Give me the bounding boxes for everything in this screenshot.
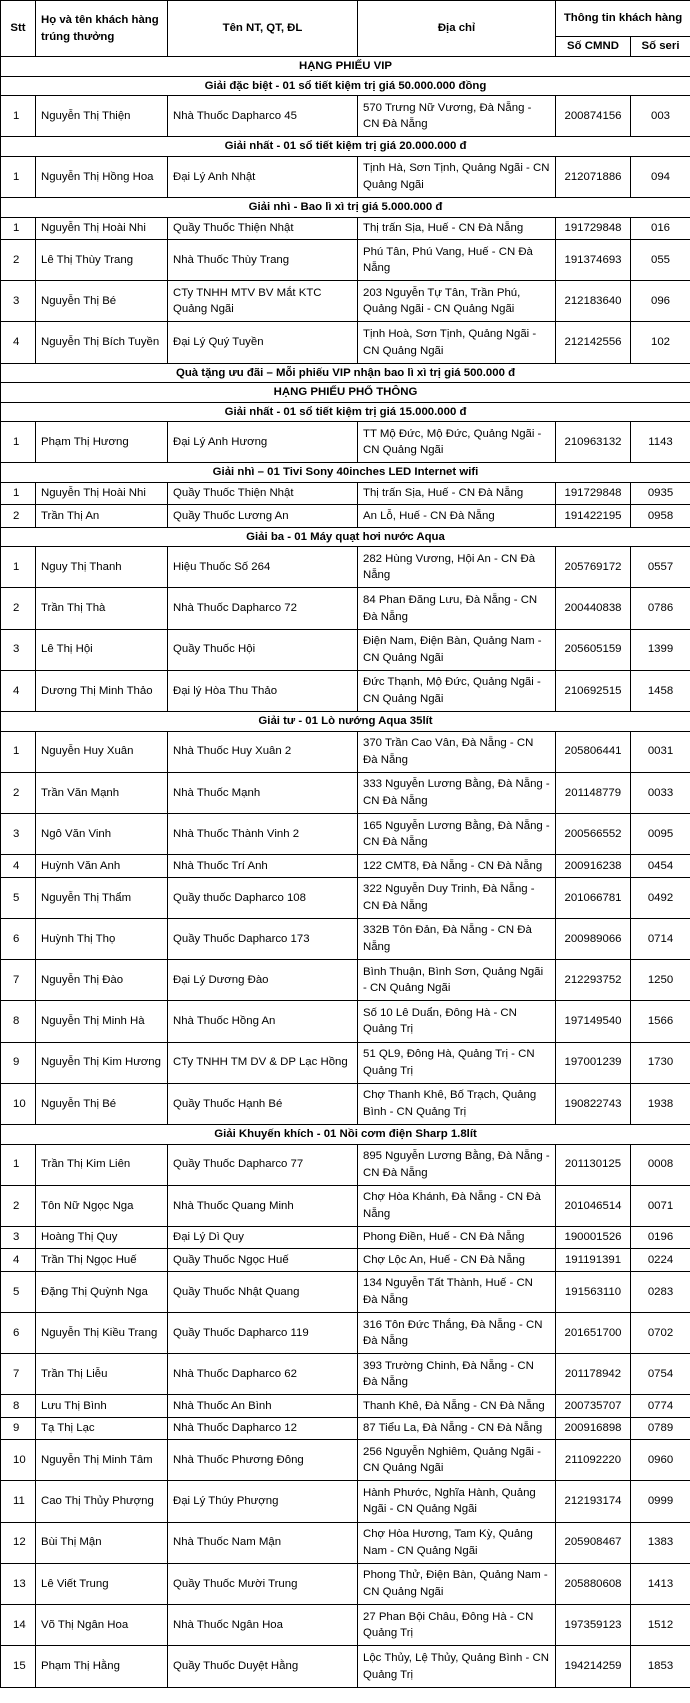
- address-cell: 165 Nguyễn Lương Bằng, Đà Nẵng - CN Đà Nẵng: [358, 814, 556, 855]
- serial-cell: 0557: [631, 547, 690, 588]
- serial-cell: 0031: [631, 731, 690, 772]
- pharmacy-cell: Quầy thuốc Dapharco 108: [168, 877, 358, 918]
- serial-cell: 094: [631, 156, 690, 197]
- address-cell: 87 Tiểu La, Đà Nẵng - CN Đà Nẵng: [358, 1417, 556, 1439]
- table-row: [1, 547, 690, 588]
- address-cell: 332B Tôn Đản, Đà Nẵng - CN Đà Nẵng: [358, 918, 556, 959]
- table-row: [1, 322, 690, 363]
- table-row: [1, 855, 690, 877]
- table-row: [1, 588, 690, 629]
- stt-cell: 7: [1, 960, 36, 1001]
- tier-title-row: [1, 383, 690, 403]
- address-cell: Phong Điền, Huế - CN Đà Nẵng: [358, 1227, 556, 1249]
- stt-cell: 1: [1, 217, 36, 239]
- address-cell: 895 Nguyễn Lương Bằng, Đà Nẵng - CN Đà Nẵng: [358, 1144, 556, 1185]
- stt-cell: 8: [1, 1395, 36, 1417]
- serial-cell: 0714: [631, 918, 690, 959]
- stt-cell: 10: [1, 1083, 36, 1124]
- address-cell: Chợ Lộc An, Huế - CN Đà Nẵng: [358, 1249, 556, 1271]
- id-number-cell: 212193174: [556, 1481, 631, 1522]
- customer-name-cell: Trần Văn Mạnh: [36, 772, 168, 813]
- id-number-cell: 205806441: [556, 731, 631, 772]
- pharmacy-cell: Quầy Thuốc Nhật Quang: [168, 1271, 358, 1312]
- stt-cell: 3: [1, 814, 36, 855]
- table-row: [1, 918, 690, 959]
- serial-cell: 1383: [631, 1522, 690, 1563]
- serial-cell: 0033: [631, 772, 690, 813]
- table-row: [1, 482, 690, 504]
- stt-cell: 5: [1, 1271, 36, 1312]
- prize-heading: Giải nhì – 01 Tivi Sony 40inches LED Internet wifi: [1, 463, 690, 483]
- address-cell: Điện Nam, Điện Bàn, Quảng Nam - CN Quảng Ngãi: [358, 629, 556, 670]
- customer-name-cell: Ngô Văn Vinh: [36, 814, 168, 855]
- table-header: [1, 1, 690, 57]
- table-row: [1, 731, 690, 772]
- prize-heading-row: [1, 527, 690, 547]
- serial-cell: 1938: [631, 1083, 690, 1124]
- stt-cell: 1: [1, 482, 36, 504]
- id-number-cell: 200989066: [556, 918, 631, 959]
- id-number-cell: 201178942: [556, 1354, 631, 1395]
- id-number-cell: 210963132: [556, 422, 631, 463]
- serial-cell: 096: [631, 281, 690, 322]
- header-id-number: Số CMND: [556, 37, 631, 57]
- customer-name-cell: Nguy Thị Thanh: [36, 547, 168, 588]
- pharmacy-cell: Nhà Thuốc Huy Xuân 2: [168, 731, 358, 772]
- address-cell: TT Mộ Đức, Mộ Đức, Quảng Ngãi - CN Quảng Ngãi: [358, 422, 556, 463]
- address-cell: Thị trấn Sịa, Huế - CN Đà Nẵng: [358, 482, 556, 504]
- stt-cell: 1: [1, 1144, 36, 1185]
- prize-heading: Giải tư - 01 Lò nướng Aqua 35lít: [1, 712, 690, 732]
- header-customer-info: Thông tin khách hàng: [556, 1, 690, 37]
- stt-cell: 1: [1, 422, 36, 463]
- customer-name-cell: Nguyễn Thị Minh Hà: [36, 1001, 168, 1042]
- header-pharmacy: Tên NT, QT, ĐL: [168, 1, 358, 57]
- prize-heading: Giải nhất - 01 sổ tiết kiệm trị giá 20.000.000 đ: [1, 137, 690, 157]
- address-cell: Bình Thuận, Bình Sơn, Quảng Ngãi - CN Quảng Ngãi: [358, 960, 556, 1001]
- id-number-cell: 201651700: [556, 1312, 631, 1353]
- tier-title: HẠNG PHIẾU PHỔ THÔNG: [1, 383, 690, 403]
- stt-cell: 9: [1, 1417, 36, 1439]
- customer-name-cell: Cao Thị Thủy Phượng: [36, 1481, 168, 1522]
- address-cell: 27 Phan Bội Châu, Đông Hà - CN Quảng Trị: [358, 1605, 556, 1646]
- table-row: [1, 1249, 690, 1271]
- pharmacy-cell: Đại lý Hòa Thu Thảo: [168, 670, 358, 711]
- id-number-cell: 191422195: [556, 505, 631, 527]
- pharmacy-cell: CTy TNHH MTV BV Mắt KTC Quảng Ngãi: [168, 281, 358, 322]
- id-number-cell: 191374693: [556, 239, 631, 280]
- id-number-cell: 200916238: [556, 855, 631, 877]
- id-number-cell: 194214259: [556, 1646, 631, 1688]
- serial-cell: 1512: [631, 1605, 690, 1646]
- id-number-cell: 197149540: [556, 1001, 631, 1042]
- stt-cell: 6: [1, 1312, 36, 1353]
- pharmacy-cell: Nhà Thuốc Nam Mận: [168, 1522, 358, 1563]
- table-row: [1, 1185, 690, 1226]
- address-cell: 322 Nguyễn Duy Trinh, Đà Nẵng - CN Đà Nẵng: [358, 877, 556, 918]
- serial-cell: 0095: [631, 814, 690, 855]
- table-row: [1, 239, 690, 280]
- prize-heading-row: [1, 712, 690, 732]
- stt-cell: 2: [1, 1185, 36, 1226]
- pharmacy-cell: Nhà Thuốc Ngân Hoa: [168, 1605, 358, 1646]
- pharmacy-cell: Đại Lý Thúy Phượng: [168, 1481, 358, 1522]
- pharmacy-cell: Hiệu Thuốc Số 264: [168, 547, 358, 588]
- table-row: [1, 156, 690, 197]
- stt-cell: 2: [1, 239, 36, 280]
- id-number-cell: 212071886: [556, 156, 631, 197]
- address-cell: Số 10 Lê Duẩn, Đông Hà - CN Quảng Trị: [358, 1001, 556, 1042]
- header-stt: Stt: [1, 1, 36, 57]
- prize-heading: Giải đặc biệt - 01 sổ tiết kiệm trị giá 50.000.000 đồng: [1, 76, 690, 96]
- address-cell: 256 Nguyễn Nghiêm, Quảng Ngãi - CN Quảng Ngãi: [358, 1440, 556, 1481]
- table-row: [1, 1144, 690, 1185]
- address-cell: 51 QL9, Đông Hà, Quảng Trị - CN Quảng Trị: [358, 1042, 556, 1083]
- serial-cell: 055: [631, 239, 690, 280]
- table-row: [1, 629, 690, 670]
- address-cell: Phong Thử, Điện Bàn, Quảng Nam - CN Quảng Ngãi: [358, 1563, 556, 1604]
- id-number-cell: 200916898: [556, 1417, 631, 1439]
- pharmacy-cell: Đại Lý Dương Đào: [168, 960, 358, 1001]
- table-row: [1, 422, 690, 463]
- address-cell: Tịnh Hoà, Sơn Tịnh, Quảng Ngãi - CN Quảng Ngãi: [358, 322, 556, 363]
- stt-cell: 11: [1, 1481, 36, 1522]
- tier-title-row: [1, 57, 690, 77]
- serial-cell: 1853: [631, 1646, 690, 1688]
- table-row: [1, 1646, 690, 1688]
- stt-cell: 10: [1, 1440, 36, 1481]
- table-row: [1, 1271, 690, 1312]
- pharmacy-cell: Quầy Thuốc Dapharco 173: [168, 918, 358, 959]
- prize-heading-row: [1, 76, 690, 96]
- table-row: [1, 877, 690, 918]
- stt-cell: 4: [1, 855, 36, 877]
- customer-name-cell: Nguyễn Thị Hoài Nhi: [36, 482, 168, 504]
- tier-title: HẠNG PHIẾU VIP: [1, 57, 690, 77]
- id-number-cell: 200735707: [556, 1395, 631, 1417]
- address-cell: 370 Trần Cao Vân, Đà Nẵng - CN Đà Nẵng: [358, 731, 556, 772]
- table-row: [1, 1312, 690, 1353]
- prize-heading-row: [1, 198, 690, 218]
- address-cell: 203 Nguyễn Tự Tân, Trần Phú, Quảng Ngãi - CN Quảng Ngãi: [358, 281, 556, 322]
- stt-cell: 4: [1, 670, 36, 711]
- pharmacy-cell: Nhà Thuốc Dapharco 12: [168, 1417, 358, 1439]
- address-cell: Chợ Hòa Khánh, Đà Nẵng - CN Đà Nẵng: [358, 1185, 556, 1226]
- id-number-cell: 205908467: [556, 1522, 631, 1563]
- serial-cell: 003: [631, 96, 690, 137]
- pharmacy-cell: Nhà Thuốc Mạnh: [168, 772, 358, 813]
- address-cell: Chợ Hòa Hương, Tam Kỳ, Quảng Nam - CN Quảng Ngãi: [358, 1522, 556, 1563]
- pharmacy-cell: Nhà Thuốc Phương Đông: [168, 1440, 358, 1481]
- pharmacy-cell: Đại Lý Dì Quy: [168, 1227, 358, 1249]
- pharmacy-cell: Quầy Thuốc Dapharco 77: [168, 1144, 358, 1185]
- stt-cell: 1: [1, 156, 36, 197]
- address-cell: 316 Tôn Đức Thắng, Đà Nẵng - CN Đà Nẵng: [358, 1312, 556, 1353]
- customer-name-cell: Nguyễn Huy Xuân: [36, 731, 168, 772]
- id-number-cell: 201046514: [556, 1185, 631, 1226]
- table-row: [1, 1440, 690, 1481]
- header-serial: Số seri: [631, 37, 690, 57]
- id-number-cell: 191191391: [556, 1249, 631, 1271]
- prize-heading: Quà tặng ưu đãi – Mỗi phiếu VIP nhận bao lì xì trị giá 500.000 đ: [1, 363, 690, 383]
- stt-cell: 8: [1, 1001, 36, 1042]
- stt-cell: 2: [1, 505, 36, 527]
- address-cell: 134 Nguyễn Tất Thành, Huế - CN Đà Nẵng: [358, 1271, 556, 1312]
- address-cell: Thị trấn Sịa, Huế - CN Đà Nẵng: [358, 217, 556, 239]
- table-row: [1, 670, 690, 711]
- serial-cell: 0071: [631, 1185, 690, 1226]
- address-cell: 122 CMT8, Đà Nẵng - CN Đà Nẵng: [358, 855, 556, 877]
- customer-name-cell: Dương Thị Minh Thảo: [36, 670, 168, 711]
- customer-name-cell: Nguyễn Thị Hồng Hoa: [36, 156, 168, 197]
- id-number-cell: 197359123: [556, 1605, 631, 1646]
- customer-name-cell: Huỳnh Văn Anh: [36, 855, 168, 877]
- customer-name-cell: Lê Thị Thùy Trang: [36, 239, 168, 280]
- serial-cell: 0958: [631, 505, 690, 527]
- stt-cell: 6: [1, 918, 36, 959]
- address-cell: Thanh Khê, Đà Nẵng - CN Đà Nẵng: [358, 1395, 556, 1417]
- pharmacy-cell: Quầy Thuốc Ngọc Huế: [168, 1249, 358, 1271]
- customer-name-cell: Trần Thị Ngọc Huế: [36, 1249, 168, 1271]
- pharmacy-cell: Nhà Thuốc Dapharco 62: [168, 1354, 358, 1395]
- table-row: [1, 960, 690, 1001]
- table-row: [1, 1001, 690, 1042]
- serial-cell: 1250: [631, 960, 690, 1001]
- table-row: [1, 217, 690, 239]
- table-row: [1, 1481, 690, 1522]
- address-cell: 282 Hùng Vương, Hội An - CN Đà Nẵng: [358, 547, 556, 588]
- prize-heading: Giải nhất - 01 sổ tiết kiệm trị giá 15.000.000 đ: [1, 402, 690, 422]
- table-row: [1, 1083, 690, 1124]
- serial-cell: 016: [631, 217, 690, 239]
- stt-cell: 4: [1, 1249, 36, 1271]
- id-number-cell: 201148779: [556, 772, 631, 813]
- serial-cell: 0754: [631, 1354, 690, 1395]
- pharmacy-cell: Nhà Thuốc Quang Minh: [168, 1185, 358, 1226]
- customer-name-cell: Trần Thị Liễu: [36, 1354, 168, 1395]
- serial-cell: 1730: [631, 1042, 690, 1083]
- id-number-cell: 190001526: [556, 1227, 631, 1249]
- serial-cell: 0283: [631, 1271, 690, 1312]
- serial-cell: 1458: [631, 670, 690, 711]
- stt-cell: 7: [1, 1354, 36, 1395]
- serial-cell: 0454: [631, 855, 690, 877]
- customer-name-cell: Tôn Nữ Ngọc Nga: [36, 1185, 168, 1226]
- pharmacy-cell: Quầy Thuốc Mười Trung: [168, 1563, 358, 1604]
- pharmacy-cell: Nhà Thuốc Dapharco 72: [168, 588, 358, 629]
- table-body: [1, 57, 690, 1688]
- address-cell: Lộc Thủy, Lệ Thủy, Quảng Bình - CN Quảng Trị: [358, 1646, 556, 1688]
- customer-name-cell: Lê Thị Hội: [36, 629, 168, 670]
- customer-name-cell: Nguyễn Thị Đào: [36, 960, 168, 1001]
- pharmacy-cell: Quầy Thuốc Dapharco 119: [168, 1312, 358, 1353]
- table-row: [1, 281, 690, 322]
- pharmacy-cell: Nhà Thuốc An Bình: [168, 1395, 358, 1417]
- pharmacy-cell: Quầy Thuốc Lương An: [168, 505, 358, 527]
- id-number-cell: 197001239: [556, 1042, 631, 1083]
- customer-name-cell: Nguyễn Thị Thiện: [36, 96, 168, 137]
- stt-cell: 3: [1, 1227, 36, 1249]
- customer-name-cell: Bùi Thị Mận: [36, 1522, 168, 1563]
- id-number-cell: 205605159: [556, 629, 631, 670]
- id-number-cell: 212293752: [556, 960, 631, 1001]
- serial-cell: 0224: [631, 1249, 690, 1271]
- customer-name-cell: Nguyễn Thị Bé: [36, 1083, 168, 1124]
- customer-name-cell: Nguyễn Thị Minh Tâm: [36, 1440, 168, 1481]
- pharmacy-cell: Đại Lý Anh Hương: [168, 422, 358, 463]
- stt-cell: 15: [1, 1646, 36, 1688]
- customer-name-cell: Lưu Thị Bình: [36, 1395, 168, 1417]
- id-number-cell: 212142556: [556, 322, 631, 363]
- customer-name-cell: Nguyễn Thị Kim Hương: [36, 1042, 168, 1083]
- table-row: [1, 1605, 690, 1646]
- stt-cell: 2: [1, 588, 36, 629]
- address-cell: 570 Trưng Nữ Vương, Đà Nẵng - CN Đà Nẵng: [358, 96, 556, 137]
- table-row: [1, 96, 690, 137]
- id-number-cell: 200874156: [556, 96, 631, 137]
- table-row: [1, 1354, 690, 1395]
- stt-cell: 1: [1, 547, 36, 588]
- customer-name-cell: Trần Thị Thà: [36, 588, 168, 629]
- table-row: [1, 1042, 690, 1083]
- table-row: [1, 505, 690, 527]
- stt-cell: 5: [1, 877, 36, 918]
- stt-cell: 4: [1, 322, 36, 363]
- serial-cell: 0789: [631, 1417, 690, 1439]
- customer-name-cell: Nguyễn Thị Thẩm: [36, 877, 168, 918]
- address-cell: 393 Trường Chinh, Đà Nẵng - CN Đà Nẵng: [358, 1354, 556, 1395]
- prize-heading-row: [1, 402, 690, 422]
- prize-heading-row: [1, 363, 690, 383]
- serial-cell: 102: [631, 322, 690, 363]
- address-cell: Đức Thạnh, Mộ Đức, Quảng Ngãi - CN Quảng Ngãi: [358, 670, 556, 711]
- id-number-cell: 191729848: [556, 482, 631, 504]
- id-number-cell: 200566552: [556, 814, 631, 855]
- table-row: [1, 1227, 690, 1249]
- prize-heading-row: [1, 1125, 690, 1145]
- serial-cell: 0196: [631, 1227, 690, 1249]
- address-cell: 333 Nguyễn Lương Bằng, Đà Nẵng - CN Đà Nẵng: [358, 772, 556, 813]
- stt-cell: 1: [1, 96, 36, 137]
- pharmacy-cell: Quầy Thuốc Thiện Nhật: [168, 482, 358, 504]
- stt-cell: 2: [1, 772, 36, 813]
- id-number-cell: 210692515: [556, 670, 631, 711]
- customer-name-cell: Phạm Thị Hằng: [36, 1646, 168, 1688]
- prize-heading-row: [1, 137, 690, 157]
- stt-cell: 9: [1, 1042, 36, 1083]
- serial-cell: 0960: [631, 1440, 690, 1481]
- serial-cell: 1413: [631, 1563, 690, 1604]
- customer-name-cell: Tạ Thị Lạc: [36, 1417, 168, 1439]
- pharmacy-cell: Quầy Thuốc Hạnh Bé: [168, 1083, 358, 1124]
- customer-name-cell: Hoàng Thị Quy: [36, 1227, 168, 1249]
- id-number-cell: 211092220: [556, 1440, 631, 1481]
- serial-cell: 0492: [631, 877, 690, 918]
- serial-cell: 1399: [631, 629, 690, 670]
- header-customer-name: Họ và tên khách hàng trúng thưởng: [36, 1, 168, 57]
- address-cell: 84 Phan Đăng Lưu, Đà Nẵng - CN Đà Nẵng: [358, 588, 556, 629]
- pharmacy-cell: Nhà Thuốc Trí Anh: [168, 855, 358, 877]
- id-number-cell: 191729848: [556, 217, 631, 239]
- stt-cell: 14: [1, 1605, 36, 1646]
- stt-cell: 3: [1, 281, 36, 322]
- table-row: [1, 814, 690, 855]
- id-number-cell: 191563110: [556, 1271, 631, 1312]
- customer-name-cell: Nguyễn Thị Kiều Trang: [36, 1312, 168, 1353]
- table-row: [1, 1522, 690, 1563]
- address-cell: Hành Phước, Nghĩa Hành, Quảng Ngãi - CN Quảng Ngãi: [358, 1481, 556, 1522]
- pharmacy-cell: Đại Lý Quý Tuyền: [168, 322, 358, 363]
- address-cell: An Lỗ, Huế - CN Đà Nẵng: [358, 505, 556, 527]
- id-number-cell: 212183640: [556, 281, 631, 322]
- customer-name-cell: Võ Thị Ngân Hoa: [36, 1605, 168, 1646]
- pharmacy-cell: Quầy Thuốc Thiện Nhật: [168, 217, 358, 239]
- id-number-cell: 190822743: [556, 1083, 631, 1124]
- pharmacy-cell: Nhà Thuốc Thùy Trang: [168, 239, 358, 280]
- customer-name-cell: Nguyễn Thị Bích Tuyền: [36, 322, 168, 363]
- customer-name-cell: Lê Viết Trung: [36, 1563, 168, 1604]
- serial-cell: 1566: [631, 1001, 690, 1042]
- serial-cell: 0774: [631, 1395, 690, 1417]
- serial-cell: 0786: [631, 588, 690, 629]
- pharmacy-cell: Nhà Thuốc Dapharco 45: [168, 96, 358, 137]
- table-row: [1, 1563, 690, 1604]
- prize-heading: Giải nhì - Bao lì xì trị giá 5.000.000 đ: [1, 198, 690, 218]
- serial-cell: 0999: [631, 1481, 690, 1522]
- stt-cell: 13: [1, 1563, 36, 1604]
- prize-heading-row: [1, 463, 690, 483]
- table-row: [1, 1395, 690, 1417]
- customer-name-cell: Phạm Thị Hương: [36, 422, 168, 463]
- pharmacy-cell: CTy TNHH TM DV & DP Lạc Hồng: [168, 1042, 358, 1083]
- pharmacy-cell: Quầy Thuốc Hội: [168, 629, 358, 670]
- pharmacy-cell: Nhà Thuốc Hồng An: [168, 1001, 358, 1042]
- address-cell: Chợ Thanh Khê, Bố Trạch, Quảng Bình - CN Quảng Trị: [358, 1083, 556, 1124]
- id-number-cell: 200440838: [556, 588, 631, 629]
- pharmacy-cell: Đại Lý Anh Nhật: [168, 156, 358, 197]
- serial-cell: 1143: [631, 422, 690, 463]
- customer-name-cell: Đặng Thị Quỳnh Nga: [36, 1271, 168, 1312]
- prize-heading: Giải ba - 01 Máy quạt hơi nước Aqua: [1, 527, 690, 547]
- header-address: Địa chỉ: [358, 1, 556, 57]
- serial-cell: 0935: [631, 482, 690, 504]
- customer-name-cell: Trần Thị An: [36, 505, 168, 527]
- address-cell: Phú Tân, Phú Vang, Huế - CN Đà Nẵng: [358, 239, 556, 280]
- customer-name-cell: Nguyễn Thị Hoài Nhi: [36, 217, 168, 239]
- pharmacy-cell: Nhà Thuốc Thành Vinh 2: [168, 814, 358, 855]
- stt-cell: 1: [1, 731, 36, 772]
- address-cell: Tịnh Hà, Sơn Tịnh, Quảng Ngãi - CN Quảng Ngãi: [358, 156, 556, 197]
- id-number-cell: 205769172: [556, 547, 631, 588]
- stt-cell: 12: [1, 1522, 36, 1563]
- serial-cell: 0008: [631, 1144, 690, 1185]
- customer-name-cell: Trần Thị Kim Liên: [36, 1144, 168, 1185]
- stt-cell: 3: [1, 629, 36, 670]
- id-number-cell: 205880608: [556, 1563, 631, 1604]
- customer-name-cell: Nguyễn Thị Bé: [36, 281, 168, 322]
- table-row: [1, 772, 690, 813]
- table-row: [1, 1417, 690, 1439]
- id-number-cell: 201066781: [556, 877, 631, 918]
- serial-cell: 0702: [631, 1312, 690, 1353]
- id-number-cell: 201130125: [556, 1144, 631, 1185]
- customer-name-cell: Huỳnh Thị Thọ: [36, 918, 168, 959]
- pharmacy-cell: Quầy Thuốc Duyệt Hằng: [168, 1646, 358, 1688]
- prize-heading: Giải Khuyến khích - 01 Nồi cơm điện Sharp 1.8lít: [1, 1125, 690, 1145]
